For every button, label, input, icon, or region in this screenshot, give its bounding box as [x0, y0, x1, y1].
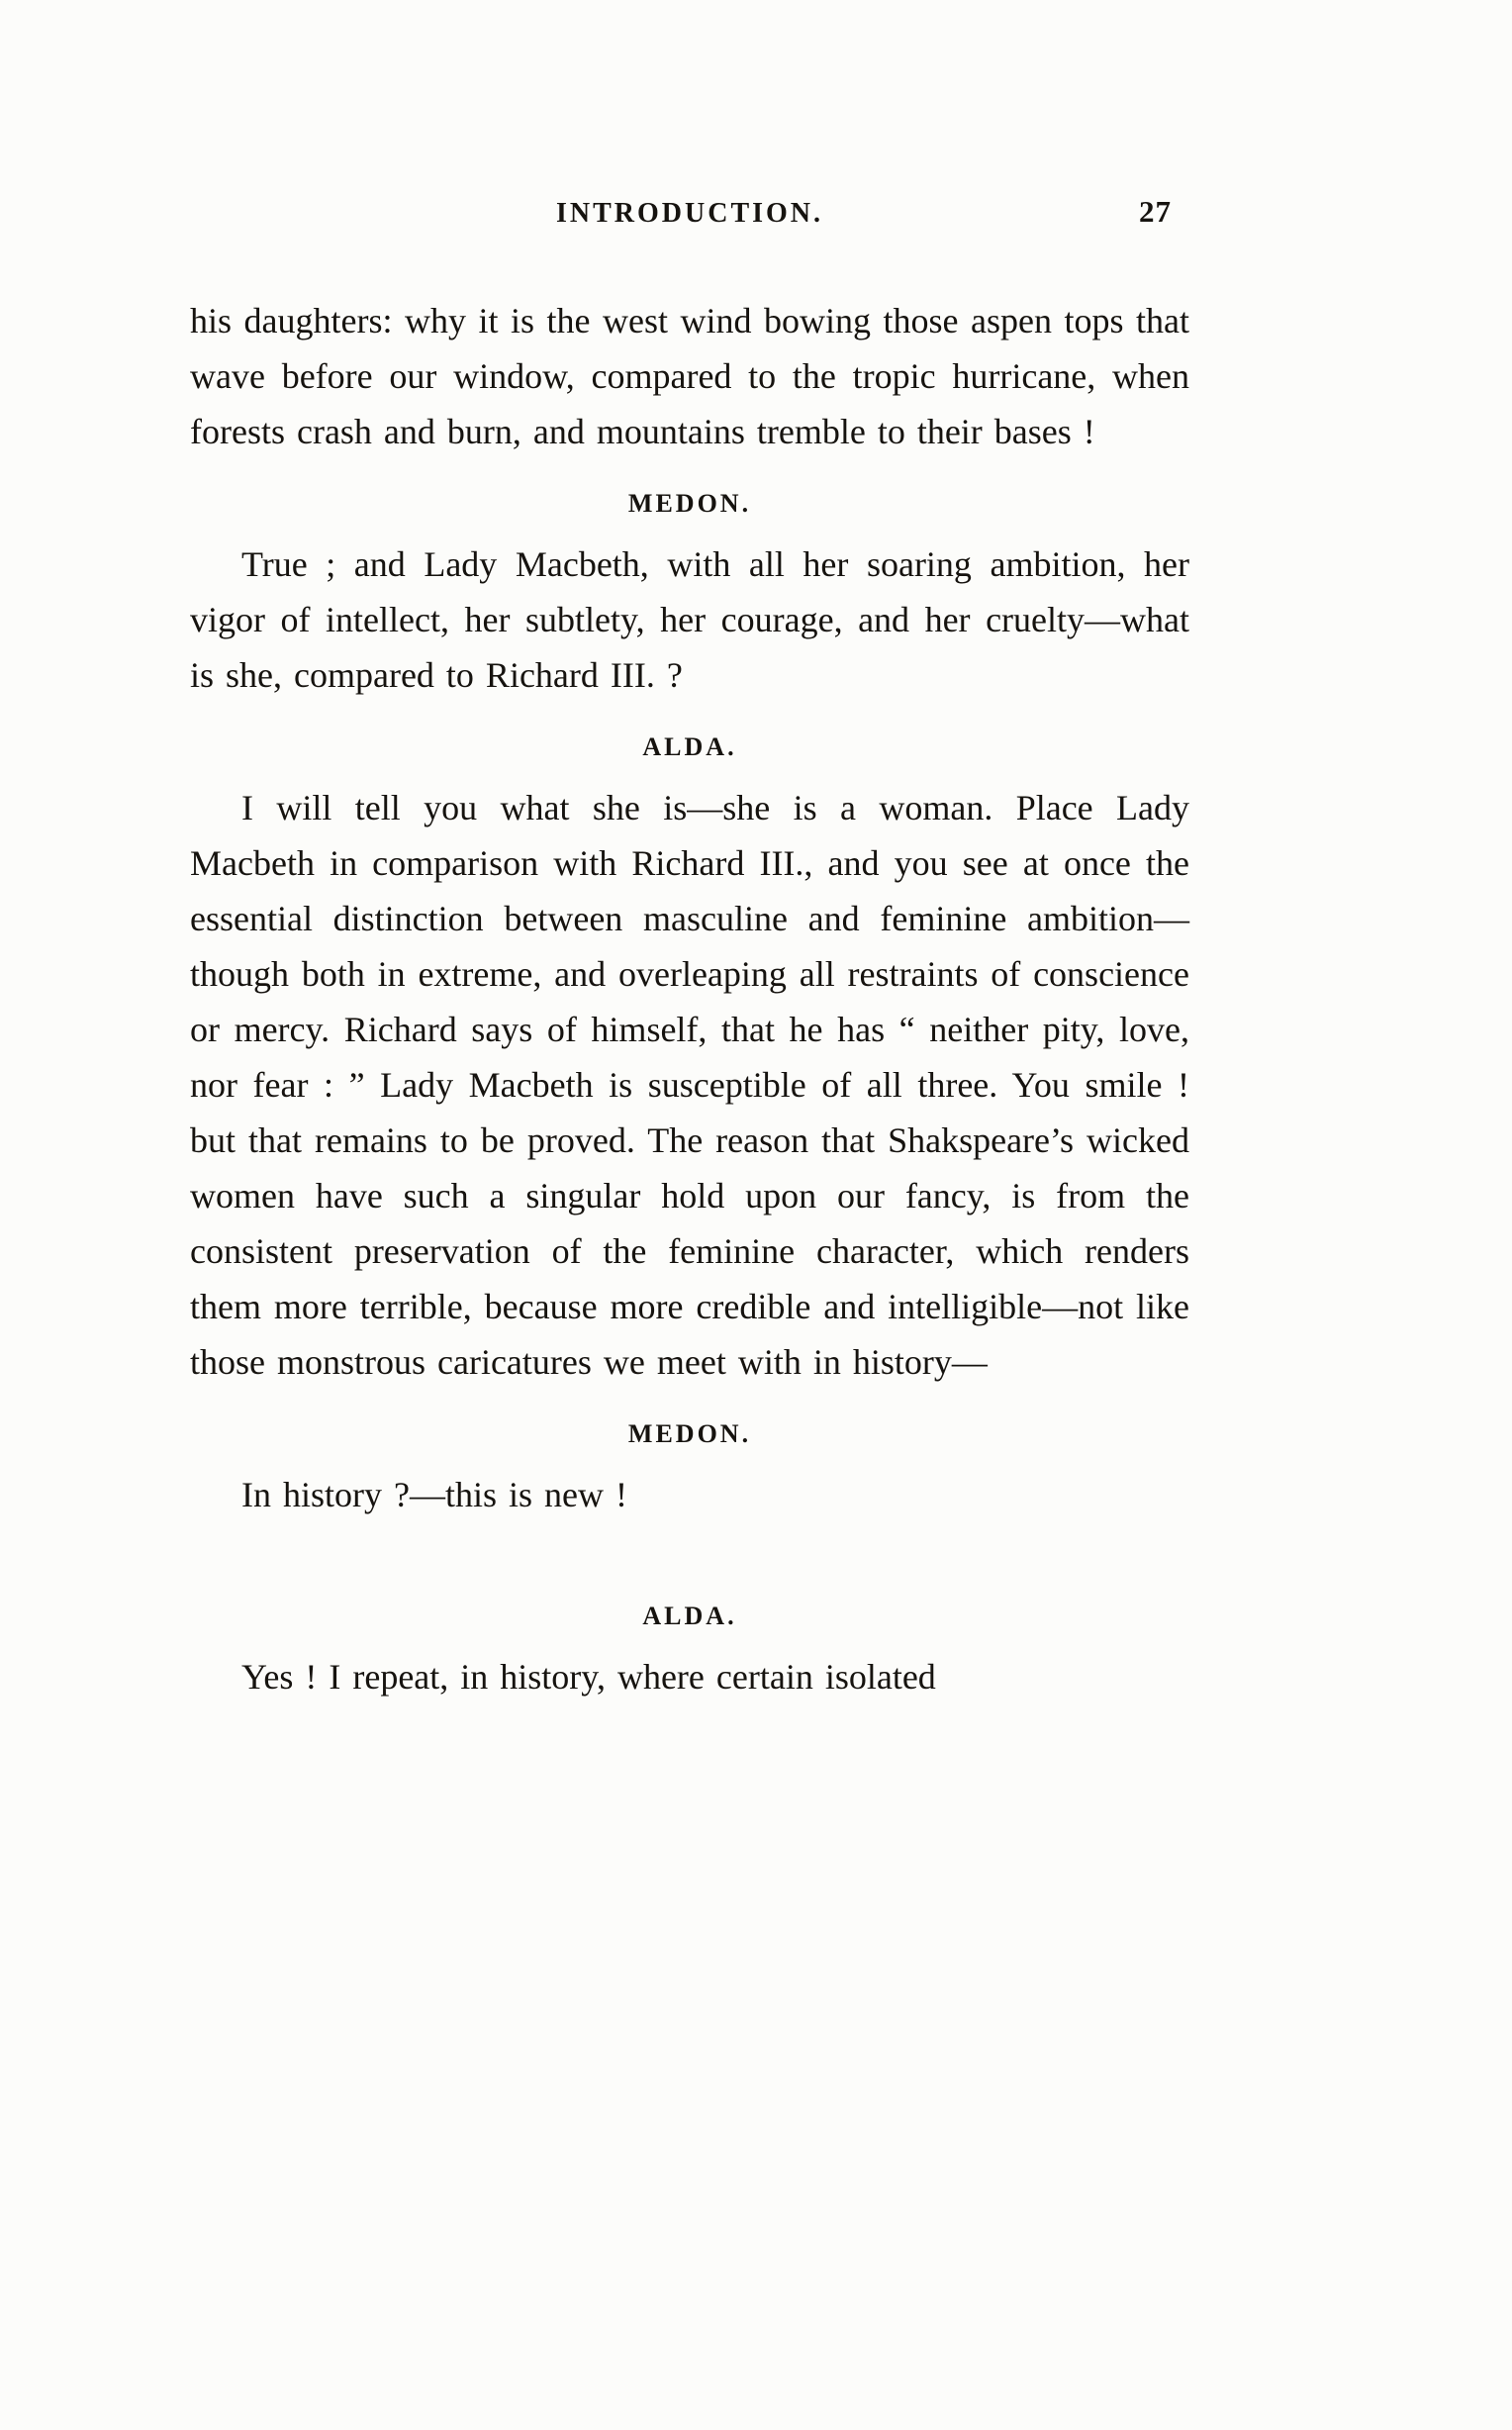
page-title: INTRODUCTION. [555, 198, 824, 229]
speaker-heading: ALDA. [642, 1602, 737, 1630]
text-column [190, 194, 1189, 1704]
speaker-heading: MEDON. [627, 1419, 752, 1448]
page-number: 27 [1139, 194, 1172, 229]
paragraph: True ; and Lady Macbeth, with all her soaring ambition, her vigor of intellect, her subtlety, her courage, and her cruelty—what is she, compared to Richard III. ? [190, 544, 1189, 695]
speaker-heading: ALDA. [642, 732, 737, 761]
page-body [190, 293, 1189, 1704]
paragraph: his daughters: why it is the west wind bowing those aspen tops that wave before our window, compared to the tropic hurricane, when forests crash and burn, and mountains tremble to their bases ! [190, 301, 1189, 451]
paragraph: In history ?—this is new ! [241, 1475, 627, 1514]
speaker-heading: MEDON. [627, 489, 752, 518]
running-head [190, 194, 1189, 240]
paragraph: Yes ! I repeat, in history, where certain isolated [241, 1657, 936, 1697]
paragraph: I will tell you what she is—she is a woman. Place Lady Macbeth in comparison with Richard III., and you see at once the essential distinction between masculine and feminine ambition—though both in extreme, and overleaping all restraints of conscience or mercy. Richard says of himself, that he has “ neither pity, love, nor fear : ” Lady Macbeth is susceptible of all three. You smile ! but that remains to be proved. The reason that Shakspeare’s wicked women have such a singular hold upon our fancy, is from the consistent preservation of the feminine character, which renders them more terrible, because more credible and intelligible—not like those monstrous caricatures we meet with in history— [190, 788, 1189, 1382]
